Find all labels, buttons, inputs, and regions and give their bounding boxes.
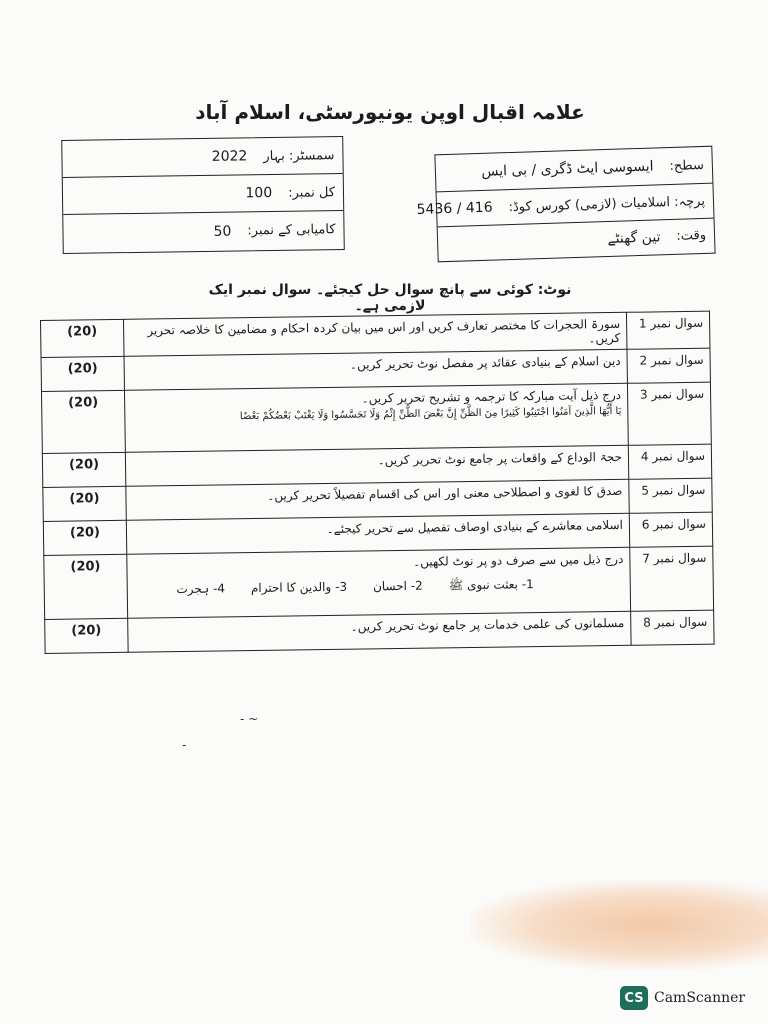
- topic-options: [134, 576, 624, 600]
- exam-info-box: [61, 136, 345, 254]
- scanner-watermark: [620, 986, 745, 1010]
- question-text: درج ذیل آیت مبارکہ کا ترجمہ و تشریح تحریر کریں۔: [361, 387, 622, 406]
- camscanner-brand: CamScanner: [654, 990, 746, 1006]
- semester-value: 2022: [211, 148, 248, 165]
- question-label: سوال نمبر 2: [627, 348, 710, 383]
- question-label: سوال نمبر 1: [626, 311, 710, 349]
- paper-label: پرچہ: اسلامیات (لازمی) کورس کوڈ:: [508, 193, 706, 215]
- pen-mark: - ~: [240, 712, 259, 726]
- questions-table: [40, 311, 715, 654]
- topic-option: 1- بعثت نبوی ﷺ: [448, 577, 534, 593]
- question-label: سوال نمبر 3: [627, 382, 711, 445]
- university-title: علامہ اقبال اوپن یونیورسٹی، اسلام آباد: [195, 100, 585, 124]
- total-marks-value: 100: [245, 185, 273, 202]
- question-text: مسلمانوں کی علمی خدمات پر جامع نوٹ تحریر کریں۔: [128, 611, 631, 652]
- question-text: درج ذیل میں سے صرف دو پر نوٹ لکھیں۔: [413, 551, 624, 569]
- marks-cell: (20): [43, 486, 126, 521]
- total-marks-label: کل نمبر:: [288, 184, 336, 201]
- level-label: سطح:: [669, 157, 705, 174]
- course-code-value: 416 / 5436: [416, 199, 493, 218]
- semester-row: [62, 137, 342, 178]
- marks-cell: (20): [42, 452, 125, 487]
- pass-marks-value: 50: [213, 223, 232, 240]
- question-label: سوال نمبر 4: [628, 444, 711, 479]
- quranic-verse: يَا أَيُّهَا الَّذِينَ آمَنُوا اجْتَنِبُوا كَثِيرًا مِنَ الظَّنِّ إِنَّ بَعْضَ الظَّنِّ إِثْمٌ وَلَا تَجَسَّسُوا وَلَا يَغْتَبْ بَعْضُكُمْ بَعْضًا: [239, 405, 622, 423]
- topic-option: 2- احسان: [372, 578, 423, 594]
- pen-mark: -: [182, 738, 187, 752]
- question-label: سوال نمبر 5: [629, 478, 712, 513]
- marks-cell: (20): [45, 618, 128, 653]
- topic-option: 3- والدین کا احترام: [250, 579, 348, 596]
- paper-stain: [470, 880, 768, 970]
- course-info-box: [416, 146, 715, 263]
- question-row: [44, 546, 714, 619]
- time-value: تین گھنٹے: [607, 228, 661, 247]
- question-label: سوال نمبر 8: [631, 610, 714, 645]
- topic-option: 4- ہجرت: [176, 581, 226, 597]
- question-text-cell: [124, 383, 628, 452]
- question-text: اسلامی معاشرے کے بنیادی اوصاف تفصیل سے تحریر کیجئے۔: [126, 513, 629, 554]
- level-value: ایسوسی ایٹ ڈگری / بی ایس: [481, 158, 654, 180]
- marks-cell: (20): [41, 390, 125, 453]
- question-text: سورۃ الحجرات کا مختصر تعارف کریں اور اس میں بیان کردہ احکام و مضامین کا خلاصہ تحریر کریں۔: [123, 312, 626, 356]
- total-marks-row: [63, 174, 343, 215]
- question-text-cell: [127, 547, 631, 618]
- question-text: صدق کا لغوی و اصطلاحی معنی اور اس کی اقسام تفصیلاً تحریر کریں۔: [126, 479, 629, 520]
- instructions-note: نوٹ: کوئی سے پانچ سوال حل کیجئے۔ سوال نمبر ایک لازمی ہے۔: [208, 282, 572, 314]
- question-label: سوال نمبر 6: [629, 512, 712, 547]
- time-label: وقت:: [676, 227, 707, 244]
- question-row: [41, 382, 711, 453]
- semester-label: سمسٹر: بہار: [263, 147, 335, 164]
- pass-marks-label: کامیابی کے نمبر:: [247, 222, 336, 239]
- question-text: دین اسلام کے بنیادی عقائد پر مفصل نوٹ تحریر کریں۔: [124, 349, 627, 390]
- question-label: سوال نمبر 7: [630, 546, 714, 611]
- pass-marks-row: [63, 211, 343, 252]
- marks-cell: (20): [44, 554, 128, 619]
- marks-cell: (20): [41, 356, 124, 391]
- marks-cell: (20): [41, 319, 125, 357]
- marks-cell: (20): [43, 520, 126, 555]
- camscanner-logo-icon: CS: [620, 986, 648, 1010]
- question-text: حجۃ الوداع کے واقعات پر جامع نوٹ تحریر کریں۔: [125, 445, 628, 486]
